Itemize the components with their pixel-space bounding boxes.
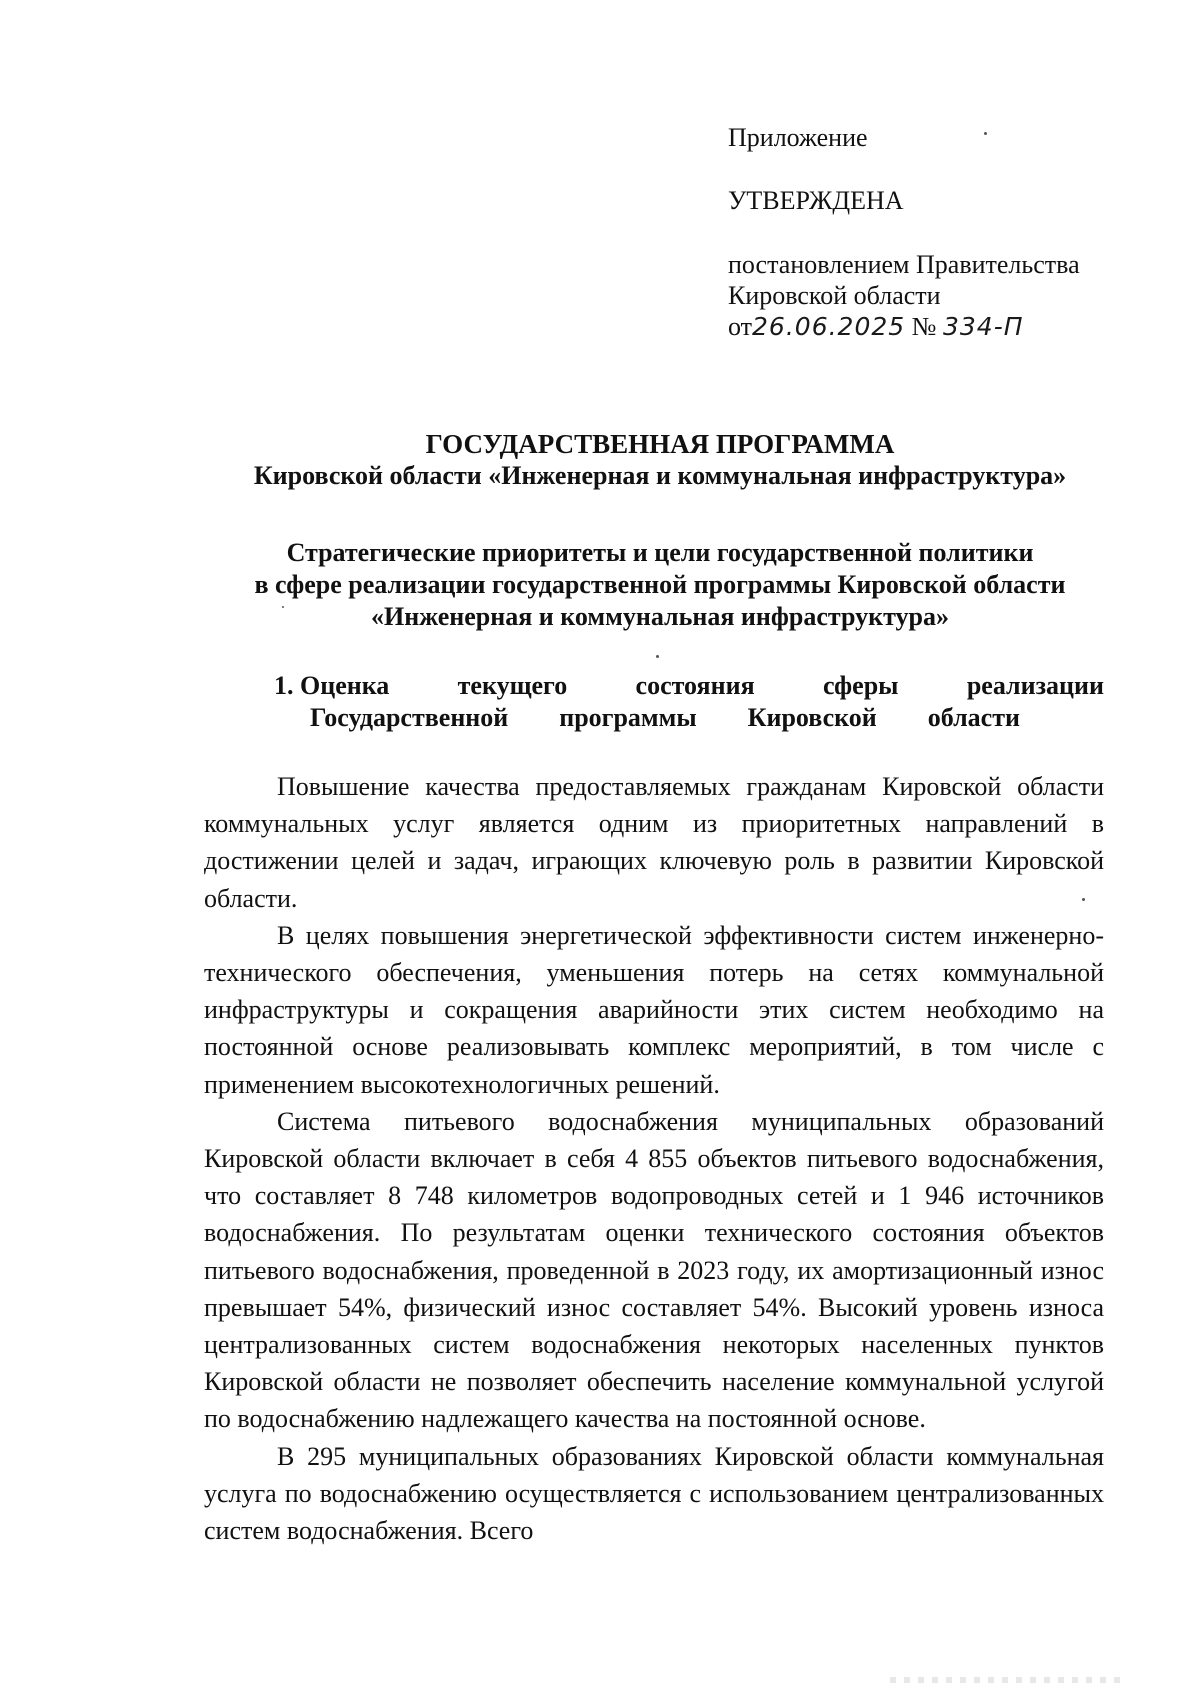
subsection-heading-line-2 — [310, 702, 1020, 734]
paragraph: В 295 муниципальных образованиях Кировской области коммунальная услуга по водоснабжению осуществляется с использованием централизованных систем водоснабжения. Всего — [204, 1441, 1104, 1546]
appendix-label: Приложение — [728, 123, 868, 152]
handwritten-date: 26.06.2025 — [752, 312, 906, 341]
subsection-word: реализации — [966, 671, 1104, 700]
scan-artifact-dot — [984, 132, 987, 135]
scan-artifact-dot — [656, 655, 659, 658]
decree-line-1: постановлением Правительства — [728, 250, 1080, 279]
subsection-word: 1. Оценка — [274, 671, 390, 700]
paragraph: Повышение качества предоставляемых гражданам Кировской области коммунальных услуг является одним из приоритетных направлений в достижении целей и задач, играющих ключевую роль в развитии Кировской области. — [204, 772, 1104, 913]
scan-artifact-strip — [890, 1677, 1120, 1683]
approval-stamp-block — [728, 122, 1148, 342]
program-title — [140, 428, 1180, 492]
subsection-word: программы — [559, 703, 697, 732]
scan-artifact-dot — [282, 606, 284, 608]
section-heading — [140, 537, 1180, 633]
subsection-word: Государственной — [310, 703, 509, 732]
paragraph: Система питьевого водоснабжения муниципальных образований Кировской области включает в себя 4 855 объектов питьевого водоснабжения, что составляет 8 748 километров водопроводных сетей и 1 946 источников водоснабжения. По результатам оценки технического состояния объектов питьевого водоснабжения, проведенной в 2023 году, их амортизационный износ превышает 54%, физический износ составляет 54%. Высокий уровень износа централизованных систем водоснабжения некоторых населенных пунктов Кировской области не позволяет обеспечить население коммунальной услугой по водоснабжению надлежащего качества на постоянной основе. — [204, 1106, 1104, 1434]
subsection-heading — [274, 670, 1104, 734]
subsection-word: сферы — [822, 671, 899, 700]
section-heading-line-1: Стратегические приоритеты и цели государственной политики — [286, 538, 1034, 567]
approved-label: УТВЕРЖДЕНА — [728, 186, 904, 215]
scan-artifact-dot — [1082, 898, 1085, 901]
body-text — [204, 768, 1104, 1549]
section-heading-line-3: «Инженерная и коммунальная инфраструктура» — [371, 602, 949, 631]
program-title-line-2: Кировской области «Инженерная и коммунальная инфраструктура» — [253, 461, 1067, 490]
subsection-heading-line-1 — [274, 670, 1104, 702]
subsection-word: Кировской — [747, 703, 877, 732]
decree-line-2: Кировской области — [728, 281, 941, 310]
subsection-word: состояния — [635, 671, 755, 700]
number-prefix: № — [911, 312, 937, 341]
subsection-word: текущего — [457, 671, 568, 700]
program-title-line-1: ГОСУДАРСТВЕННАЯ ПРОГРАММА — [425, 429, 895, 459]
decree-date-number-line — [728, 311, 1148, 342]
from-prefix: от — [728, 312, 753, 341]
paragraph: В целях повышения энергетической эффективности систем инженерно-технического обеспечения, уменьшения потерь на сетях коммунальной инфраструктуры и сокращения аварийности этих систем необходимо на постоянной основе реализовывать комплекс мероприятий, в том числе с применением высокотехнологичных решений. — [204, 920, 1104, 1099]
subsection-word: области — [927, 703, 1020, 732]
section-heading-line-2: в сфере реализации государственной программы Кировской области — [254, 570, 1066, 599]
handwritten-number: 334-П — [942, 312, 1024, 341]
